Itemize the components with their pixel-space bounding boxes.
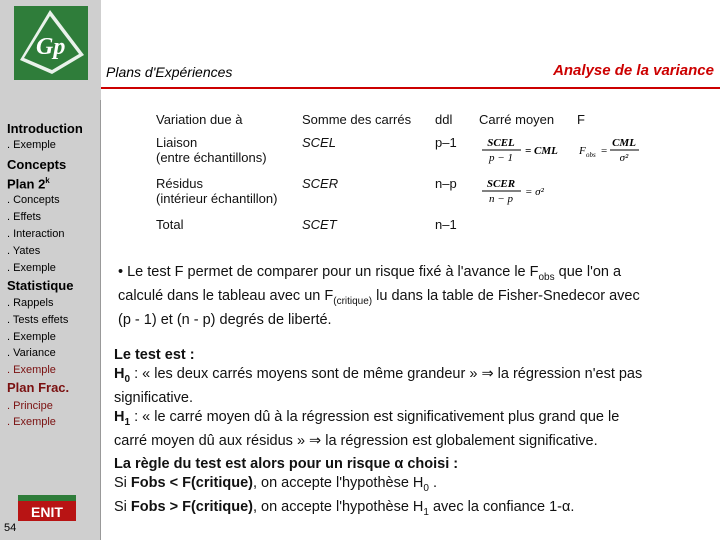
- sidebar-item-label: . Exemple: [7, 262, 56, 274]
- col-header: Carré moyen: [479, 112, 555, 127]
- logo-text: Gp: [36, 34, 66, 60]
- sidebar-item-label: Introduction: [7, 121, 83, 136]
- text-span: Fobs < F(critique): [130, 475, 253, 491]
- sidebar-item-label: . Variance: [7, 347, 56, 359]
- table-row: [150, 213, 653, 236]
- text-line: carré moyen dû aux résidus » ⇒ la régression est globalement significative.: [114, 432, 598, 449]
- text-span: avec la confiance 1-α.: [428, 498, 575, 515]
- sidebar-item[interactable]: [7, 194, 60, 206]
- table-cell: SCET: [302, 217, 337, 232]
- table-header-row: [150, 108, 653, 131]
- header-right-title: Analyse de la variance: [553, 62, 714, 79]
- formula-text: = σ²: [525, 186, 544, 198]
- sidebar-item-label: . Yates: [7, 245, 41, 257]
- sidebar-item[interactable]: [7, 211, 41, 223]
- subscript: 0: [124, 373, 131, 385]
- formula-text: = CML: [525, 145, 558, 157]
- cml-formula: [479, 135, 565, 165]
- sidebar-item[interactable]: [7, 416, 56, 428]
- test-title: Le test est :: [114, 347, 195, 363]
- sidebar-item-label: . Concepts: [7, 194, 60, 206]
- cell-text: Liaison: [156, 135, 198, 150]
- text-span: que l'on a: [554, 264, 622, 280]
- text-line: (p - 1) et (n - p) degrés de liberté.: [118, 311, 332, 328]
- table-cell: [150, 172, 296, 213]
- table-cell: SCEL: [302, 135, 336, 150]
- superscript: k: [45, 176, 50, 185]
- sidebar-item-label: Plan 2: [7, 176, 46, 192]
- sidebar-item[interactable]: [7, 228, 64, 240]
- gp-logo: [0, 0, 101, 100]
- col-header: F: [577, 112, 585, 127]
- text-span: • Le test F permet de comparer pour un risque fixé à l'avance le F: [118, 264, 539, 280]
- sidebar-item[interactable]: [7, 347, 56, 359]
- subscript: 1: [423, 506, 429, 518]
- col-header: ddl: [435, 112, 453, 127]
- sidebar-item-label: . Exemple: [7, 416, 56, 428]
- text-span: Fobs > F(critique): [130, 498, 253, 515]
- sidebar-item-label: . Tests effets: [7, 314, 69, 326]
- formula-text: =: [601, 145, 608, 157]
- table-cell: [473, 131, 571, 172]
- table-cell: Total: [156, 217, 184, 232]
- table-row: [150, 131, 653, 172]
- sidebar-item-label: . Exemple: [7, 364, 56, 376]
- header-divider: [101, 87, 720, 89]
- table-cell: p–1: [435, 135, 457, 150]
- formula-text: p − 1: [489, 152, 513, 164]
- enit-text: ENIT: [31, 504, 63, 520]
- table-cell: [150, 131, 296, 172]
- formula-text: SCER: [486, 178, 516, 190]
- sidebar-item-label: Plan Frac.: [7, 380, 70, 395]
- sidebar-item-label: Statistique: [7, 278, 74, 293]
- sidebar-item-label: Concepts: [7, 157, 67, 172]
- formula-text: σ²: [619, 152, 629, 164]
- f-formula: [577, 135, 647, 165]
- text-span: , on accepte l'hypothèse H: [252, 498, 424, 515]
- sidebar-item-label: . Exemple: [7, 331, 56, 343]
- sidebar-item[interactable]: [7, 364, 56, 376]
- text-span: : « les deux carrés moyens sont de même grandeur » ⇒ la régression n'est pas: [130, 366, 643, 382]
- f-test-paragraph: [118, 263, 708, 330]
- sidebar-item[interactable]: [7, 380, 69, 395]
- sidebar-item[interactable]: [7, 245, 40, 257]
- sidebar-item-label: . Effets: [7, 211, 42, 223]
- sidebar-item[interactable]: [7, 139, 56, 151]
- sidebar: [0, 0, 101, 540]
- sidebar-item-label: . Rappels: [7, 297, 54, 309]
- text-span: .: [428, 475, 438, 491]
- text-span: Si: [114, 498, 131, 515]
- formula-text: SCEL: [487, 137, 515, 149]
- sidebar-item-label: . Principe: [7, 400, 53, 412]
- cell-text: (entre échantillons): [156, 150, 267, 165]
- table-cell: n–1: [435, 217, 457, 232]
- anova-table: [150, 108, 653, 236]
- table-cell: [473, 213, 571, 236]
- table-cell: n–p: [435, 176, 457, 191]
- h0-label: H: [114, 366, 125, 382]
- table-cell: [473, 172, 571, 213]
- cell-text: Résidus: [156, 176, 203, 191]
- cell-text: (intérieur échantillon): [156, 191, 278, 206]
- table-row: [150, 172, 653, 213]
- col-header: Variation due à: [156, 112, 243, 127]
- sidebar-item-label: . Interaction: [7, 228, 65, 240]
- sidebar-item[interactable]: [7, 157, 66, 172]
- subscript: (critique): [333, 295, 373, 307]
- rule-title: La règle du test est alors pour un risque α choisi :: [114, 456, 459, 472]
- sigma-formula: [479, 176, 565, 206]
- subscript: obs: [538, 271, 555, 283]
- sidebar-item[interactable]: [7, 331, 56, 343]
- h1-label: H: [114, 408, 125, 425]
- text-span: : « le carré moyen dû à la régression est significativement plus grand que le: [130, 408, 620, 425]
- sidebar-item[interactable]: [7, 400, 53, 412]
- sidebar-item[interactable]: [7, 176, 50, 191]
- subscript: 0: [423, 482, 429, 494]
- table-cell: [571, 131, 653, 172]
- text-span: Si: [114, 475, 131, 491]
- table-cell: [571, 172, 653, 213]
- subscript: 1: [124, 416, 131, 428]
- hypotheses-block: [114, 346, 714, 451]
- formula-text: CML: [612, 137, 636, 149]
- sidebar-item[interactable]: [7, 314, 68, 326]
- sidebar-item[interactable]: [7, 297, 53, 309]
- test-rule-block: [114, 455, 714, 522]
- enit-logo: [18, 495, 76, 521]
- header-left-title: Plans d'Expériences: [106, 64, 233, 80]
- formula-text: F: [579, 145, 586, 157]
- col-header: Somme des carrés: [302, 112, 412, 127]
- text-span: , on accepte l'hypothèse H: [252, 475, 424, 491]
- formula-text: obs: [586, 151, 596, 159]
- page-number: 54: [4, 522, 17, 534]
- sidebar-item[interactable]: [7, 262, 56, 274]
- sidebar-item[interactable]: [7, 121, 83, 136]
- table-cell: [571, 213, 653, 236]
- sidebar-item[interactable]: [7, 278, 73, 293]
- text-span: calculé dans le tableau avec un F: [118, 287, 334, 304]
- text-span: lu dans la table de Fisher-Snedecor avec: [372, 287, 640, 304]
- formula-text: n − p: [489, 193, 513, 205]
- sidebar-item-label: . Exemple: [7, 139, 56, 151]
- text-line: significative.: [114, 389, 193, 406]
- table-cell: SCER: [302, 176, 339, 191]
